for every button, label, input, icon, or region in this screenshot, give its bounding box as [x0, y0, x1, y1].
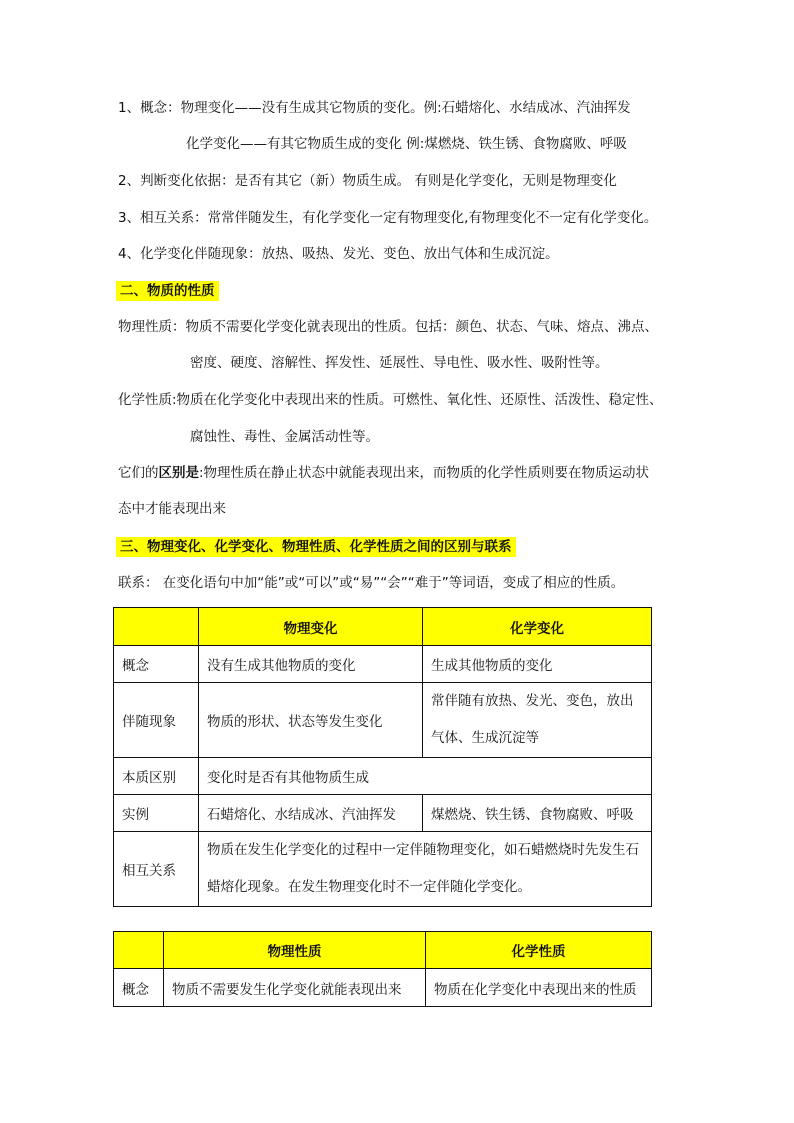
difference-line: [118, 463, 649, 483]
table-row: [114, 608, 652, 646]
cell-relation: 物质在发生化学变化的过程中一定伴随物理变化，如石蜡燃烧时先发生石蜡熔化现象。在发生物理变化时不一定伴随化学变化。: [199, 832, 652, 907]
physical-property-line: 物理性质：物质不需要化学变化就表现出的性质。包括：颜色、状态、气味、熔点、沸点、: [118, 319, 658, 335]
section3-heading: 三、物理变化、化学变化、物理性质、化学性质之间的区别与联系: [116, 537, 516, 557]
header-physical-property: 物理性质: [164, 932, 426, 969]
difference-line-2: 态中才能表现出来: [118, 501, 226, 517]
row-label-phenomena: 伴随现象: [114, 683, 199, 758]
relation-line: 3、相互关系：常常伴随发生，有化学变化一定有物理变化,有物理变化不一定有化学变化。: [118, 210, 658, 226]
header-physical-change: 物理变化: [199, 608, 423, 646]
table-row: [114, 646, 652, 683]
section2-heading: 二、物质的性质: [116, 281, 219, 301]
chemical-property-line: 化学性质:物质在化学变化中表现出来的性质。可燃性、氧化性、还原性、活泼性、稳定性、: [118, 392, 663, 408]
section2-heading-wrap: [116, 281, 219, 301]
difference-text: :物理性质在静止状态中就能表现出来，而物质的化学性质则要在物质运动状: [199, 465, 650, 481]
table-row: [114, 969, 652, 1007]
table-row: [114, 795, 652, 832]
row-label-example: 实例: [114, 795, 199, 832]
header-chemical-property: 化学性质: [426, 932, 652, 969]
row-label-essence: 本质区别: [114, 758, 199, 795]
table-header-blank: [114, 608, 199, 646]
header-chemical-change: 化学变化: [423, 608, 652, 646]
difference-keyword: 区别是: [158, 465, 199, 481]
table-row: [114, 758, 652, 795]
row-label-relation: 相互关系: [114, 832, 199, 907]
row-label-concept: 概念: [114, 969, 164, 1007]
cell-essence: 变化时是否有其他物质生成: [199, 758, 652, 795]
link-line: 联系： 在变化语句中加“能”或“可以”或“易”“会”“难于”等词语，变成了相应的性质。: [118, 575, 625, 591]
table-header-blank: [114, 932, 164, 969]
chemical-property-line-2: 腐蚀性、毒性、金属活动性等。: [190, 429, 379, 445]
table-row: [114, 932, 652, 969]
chemical-change-line: 化学变化——有其它物质生成的变化 例:煤燃烧、铁生锈、食物腐败、呼吸: [186, 136, 627, 152]
physical-property-line-2: 密度、硬度、溶解性、挥发性、延展性、导电性、吸水性、吸附性等。: [190, 355, 609, 371]
cell-physical-property-concept: 物质不需要发生化学变化就能表现出来: [164, 969, 426, 1007]
row-label-concept: 概念: [114, 646, 199, 683]
section3-heading-wrap: [116, 537, 516, 557]
cell-chemical-property-concept: 物质在化学变化中表现出来的性质: [426, 969, 652, 1007]
cell-physical-example: 石蜡熔化、水结成冰、汽油挥发: [199, 795, 423, 832]
cell-physical-phenomena: 物质的形状、状态等发生变化: [199, 683, 423, 758]
cell-chemical-example: 煤燃烧、铁生锈、食物腐败、呼吸: [423, 795, 652, 832]
cell-chemical-phenomena: 常伴随有放热、发光、变色，放出气体、生成沉淀等: [423, 683, 652, 758]
table-row: [114, 683, 652, 758]
cell-chemical-concept: 生成其他物质的变化: [423, 646, 652, 683]
properties-table: [113, 931, 652, 1007]
cell-physical-concept: 没有生成其他物质的变化: [199, 646, 423, 683]
difference-prefix: 它们的: [118, 465, 159, 481]
changes-table: [113, 607, 652, 907]
phenomena-line: 4、化学变化伴随现象：放热、吸热、发光、变色、放出气体和生成沉淀。: [118, 246, 559, 262]
table-row: [114, 832, 652, 907]
criterion-line: 2、判断变化依据：是否有其它（新）物质生成。 有则是化学变化，无则是物理变化: [118, 173, 617, 189]
concept-line: 1、概念：物理变化——没有生成其它物质的变化。例:石蜡熔化、水结成冰、汽油挥发: [118, 100, 631, 116]
